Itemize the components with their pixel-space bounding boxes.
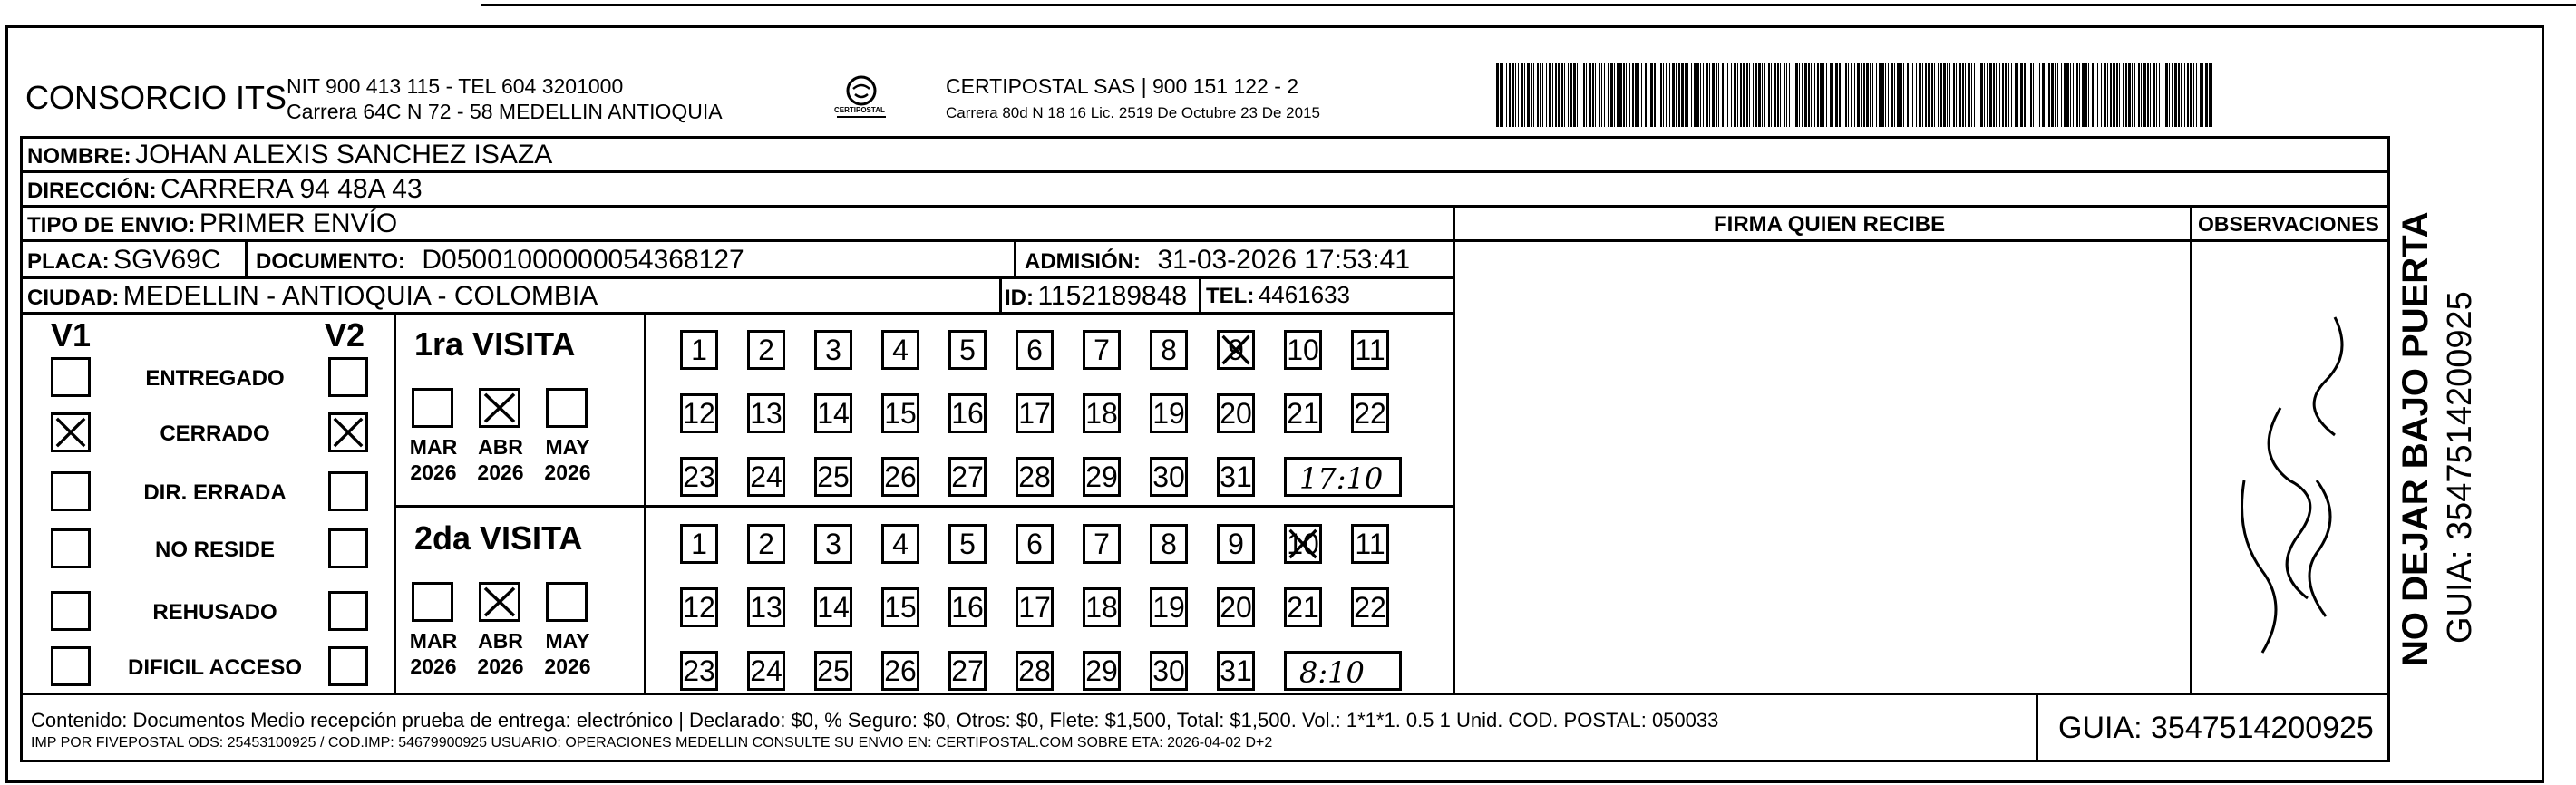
day-box[interactable]: [747, 393, 785, 433]
v1-checkbox[interactable]: [51, 412, 91, 452]
v2-checkbox[interactable]: [328, 528, 368, 568]
footer-guia: GUIA: 3547514200925: [2058, 711, 2374, 745]
signature-scribble: [2226, 299, 2362, 662]
day-number: 16: [951, 397, 984, 430]
handwritten-time: 17:10: [1299, 461, 1384, 496]
v1-checkbox[interactable]: [51, 646, 91, 686]
v2-checkbox[interactable]: [328, 646, 368, 686]
day-box[interactable]: [1150, 330, 1188, 370]
day-number: 29: [1085, 654, 1118, 687]
day-box[interactable]: [747, 651, 785, 691]
day-number: 17: [1018, 397, 1051, 430]
day-number: 9: [1228, 334, 1244, 366]
day-number: 13: [750, 397, 783, 430]
day-number: 24: [750, 654, 783, 687]
day-number: 18: [1085, 591, 1118, 624]
year-label: 2026: [544, 460, 591, 484]
day-box[interactable]: [881, 651, 919, 691]
handwritten-signature: [2226, 299, 2362, 662]
day-number: 5: [959, 334, 976, 366]
month-checkbox[interactable]: [412, 582, 453, 622]
day-number: 11: [1355, 334, 1385, 366]
day-box[interactable]: [814, 524, 852, 564]
day-number: 1: [691, 334, 707, 366]
day-number: 15: [884, 591, 917, 624]
imp-line: IMP POR FIVEPOSTAL ODS: 25453100925 / COD.IMP: 54679900925 USUARIO: OPERACIONES MEDELLIN CONSULTE SU ENVIO EN: CERTIPOSTAL.COM SOBRE ETA: 2026-04-02 D+2: [31, 735, 1273, 751]
nombre-label: NOMBRE:: [27, 144, 131, 169]
day-box[interactable]: [948, 393, 987, 433]
day-number: 13: [750, 591, 783, 624]
day-number: 30: [1152, 460, 1185, 493]
day-box[interactable]: [747, 457, 785, 497]
day-number: 15: [884, 397, 917, 430]
certipostal-logo-icon: [821, 73, 902, 127]
nombre-value: JOHAN ALEXIS SANCHEZ ISAZA: [135, 140, 553, 170]
rule: [20, 693, 2390, 695]
contenido-line: Contenido: Documentos Medio recepción prueba de entrega: electrónico | Declarado: $0, % Seguro: $0, Otros: $0, Flete: $1,500, Total: $1,500. Vol.: 1*1*1. 0.5 1 Unid. COD. POSTAL: 050033: [31, 709, 1719, 732]
day-number: 26: [884, 654, 917, 687]
rule: [1199, 276, 1201, 312]
day-box[interactable]: [1083, 330, 1121, 370]
day-number: 14: [817, 591, 850, 624]
day-number: 29: [1085, 460, 1118, 493]
month-checkbox[interactable]: [546, 582, 588, 622]
placa-row: [27, 247, 221, 274]
day-box[interactable]: [1351, 524, 1389, 564]
placa-label: PLACA:: [27, 249, 110, 274]
day-number: 2: [758, 334, 774, 366]
day-number: 4: [892, 334, 909, 366]
day-number: 27: [951, 654, 984, 687]
day-box[interactable]: [1150, 457, 1188, 497]
v1-checkbox[interactable]: [51, 471, 91, 511]
day-number: 26: [884, 460, 917, 493]
day-box[interactable]: [1083, 393, 1121, 433]
day-number: 4: [892, 528, 909, 560]
day-box[interactable]: [1351, 330, 1389, 370]
v2-checkbox[interactable]: [328, 412, 368, 452]
day-box[interactable]: [1351, 393, 1389, 433]
direccion-row: [27, 176, 423, 203]
day-box[interactable]: [814, 457, 852, 497]
day-number: 6: [1026, 528, 1043, 560]
ciudad-value: MEDELLIN - ANTIOQUIA - COLOMBIA: [122, 281, 598, 311]
time-box[interactable]: [1284, 651, 1402, 691]
day-box[interactable]: [1284, 330, 1322, 370]
day-number: 30: [1152, 654, 1185, 687]
day-box[interactable]: [1150, 393, 1188, 433]
day-number: 3: [825, 334, 841, 366]
day-box[interactable]: [747, 330, 785, 370]
logo-text: CERTIPOSTAL: [834, 106, 885, 114]
top-edge-line: [481, 4, 2576, 6]
day-number: 23: [683, 460, 715, 493]
day-number: 7: [1094, 528, 1110, 560]
rule: [2387, 136, 2390, 760]
day-number: 14: [817, 397, 850, 430]
month-label: ABR: [478, 629, 523, 653]
rule: [1453, 205, 1455, 693]
day-number: 1: [691, 528, 707, 560]
month-checkbox[interactable]: [479, 388, 520, 428]
placa-value: SGV69C: [113, 245, 221, 275]
day-number: 25: [817, 654, 850, 687]
day-box[interactable]: [881, 330, 919, 370]
rule: [396, 505, 1454, 508]
day-number: 24: [750, 460, 783, 493]
status-label: ENTREGADO: [145, 366, 285, 391]
day-number: 21: [1287, 591, 1319, 624]
id-row: [1005, 283, 1187, 310]
company-address: Carrera 64C N 72 - 58 MEDELLIN ANTIOQUIA: [287, 100, 723, 123]
day-box[interactable]: [747, 587, 785, 627]
day-box[interactable]: [814, 587, 852, 627]
visit-title: 1ra VISITA: [414, 325, 576, 363]
day-box[interactable]: [1150, 587, 1188, 627]
rule: [1014, 239, 1016, 276]
tel-label: TEL:: [1206, 284, 1255, 308]
day-box[interactable]: [1217, 587, 1255, 627]
documento-row: [256, 247, 744, 274]
day-box[interactable]: [814, 651, 852, 691]
day-number: 3: [825, 528, 841, 560]
day-box[interactable]: [948, 524, 987, 564]
tel-row: [1206, 283, 1350, 307]
day-number: 21: [1287, 397, 1319, 430]
documento-label: DOCUMENTO:: [256, 249, 405, 274]
day-box[interactable]: [1016, 651, 1054, 691]
v1-checkbox[interactable]: [51, 528, 91, 568]
v1-checkbox[interactable]: [51, 357, 91, 397]
day-number: 31: [1220, 654, 1252, 687]
day-number: 23: [683, 654, 715, 687]
tel-value: 4461633: [1258, 281, 1351, 308]
month-checkbox[interactable]: [412, 388, 453, 428]
day-number: 19: [1152, 397, 1185, 430]
tipo-label: TIPO DE ENVIO:: [27, 213, 196, 237]
day-box[interactable]: [814, 393, 852, 433]
rule: [245, 239, 248, 276]
rule: [644, 312, 646, 693]
nit-line: NIT 900 413 115 - TEL 604 3201000: [287, 74, 624, 98]
month-checkbox[interactable]: [546, 388, 588, 428]
day-box[interactable]: [680, 330, 718, 370]
firma-header: FIRMA QUIEN RECIBE: [1714, 212, 1946, 237]
rule: [20, 136, 23, 760]
day-box[interactable]: [1284, 393, 1322, 433]
status-label: REHUSADO: [152, 600, 277, 625]
tipo-value: PRIMER ENVÍO: [199, 208, 398, 238]
admision-label: ADMISIÓN:: [1025, 249, 1141, 274]
day-number: 8: [1161, 334, 1177, 366]
v2-checkbox[interactable]: [328, 591, 368, 631]
day-box[interactable]: [1150, 651, 1188, 691]
day-box[interactable]: [1016, 457, 1054, 497]
day-number: 2: [758, 528, 774, 560]
day-number: 11: [1355, 528, 1385, 560]
day-box[interactable]: [948, 330, 987, 370]
day-box[interactable]: [1083, 457, 1121, 497]
v1-checkbox[interactable]: [51, 591, 91, 631]
v2-checkbox[interactable]: [328, 471, 368, 511]
day-box[interactable]: [1217, 330, 1255, 370]
month-label: MAY: [545, 629, 590, 653]
day-box[interactable]: [881, 457, 919, 497]
day-box[interactable]: [1016, 393, 1054, 433]
month-checkbox[interactable]: [479, 582, 520, 622]
day-box[interactable]: [881, 524, 919, 564]
observaciones-header: OBSERVACIONES: [2198, 212, 2379, 236]
year-label: 2026: [544, 654, 591, 678]
year-label: 2026: [410, 460, 457, 484]
rule: [2036, 693, 2038, 760]
day-box[interactable]: [1016, 587, 1054, 627]
certipostal-logo: [821, 73, 902, 127]
nombre-row: [27, 141, 552, 169]
day-box[interactable]: [1083, 651, 1121, 691]
admision-row: [1025, 247, 1410, 274]
side-warning: NO DEJAR BAJO PUERTA: [2396, 211, 2435, 666]
day-number: 7: [1094, 334, 1110, 366]
day-box[interactable]: [1083, 587, 1121, 627]
direccion-label: DIRECCIÓN:: [27, 179, 157, 203]
day-box[interactable]: [680, 393, 718, 433]
day-number: 19: [1152, 591, 1185, 624]
ciudad-label: CIUDAD:: [27, 286, 120, 310]
status-label: DIFICIL ACCESO: [127, 655, 302, 680]
day-number: 25: [817, 460, 850, 493]
day-number: 9: [1228, 528, 1244, 560]
courier-line: CERTIPOSTAL SAS | 900 151 122 - 2: [946, 74, 1299, 98]
rule: [2190, 205, 2192, 693]
day-box[interactable]: [680, 587, 718, 627]
company-name: CONSORCIO ITS: [25, 79, 287, 116]
barcode-bar: [2211, 63, 2212, 127]
day-number: 6: [1026, 334, 1043, 366]
id-label: ID:: [1005, 286, 1034, 310]
year-label: 2026: [410, 654, 457, 678]
day-number: 16: [951, 591, 984, 624]
day-number: 8: [1161, 528, 1177, 560]
day-box[interactable]: [1217, 393, 1255, 433]
day-box[interactable]: [948, 587, 987, 627]
day-box[interactable]: [814, 330, 852, 370]
day-box[interactable]: [680, 651, 718, 691]
rule: [20, 170, 2390, 173]
day-number: 10: [1287, 334, 1319, 366]
visit-title: 2da VISITA: [414, 519, 583, 557]
day-number: 20: [1220, 591, 1252, 624]
day-number: 28: [1018, 654, 1051, 687]
side-guia: GUIA: 3547514200925: [2441, 291, 2479, 644]
day-box[interactable]: [1083, 524, 1121, 564]
day-box[interactable]: [948, 651, 987, 691]
day-box[interactable]: [948, 457, 987, 497]
day-number: 18: [1085, 397, 1118, 430]
day-box[interactable]: [680, 524, 718, 564]
day-box[interactable]: [881, 587, 919, 627]
handwritten-time: 8:10: [1299, 655, 1365, 690]
day-number: 28: [1018, 460, 1051, 493]
admision-value: 31-03-2026 17:53:41: [1157, 245, 1411, 275]
status-label: NO RESIDE: [154, 538, 276, 562]
barcode: [1496, 63, 2217, 127]
month-label: MAR: [409, 435, 458, 459]
day-number: 27: [951, 460, 984, 493]
courier-address: Carrera 80d N 18 16 Lic. 2519 De Octubre 23 De 2015: [946, 104, 1320, 121]
day-number: 12: [683, 397, 715, 430]
day-number: 10: [1287, 528, 1319, 560]
tipo-row: [27, 210, 397, 237]
rule: [999, 276, 1002, 312]
day-box[interactable]: [1284, 587, 1322, 627]
v2-header: V2: [325, 316, 365, 354]
documento-value: D05001000000054368127: [422, 245, 744, 275]
day-number: 22: [1354, 397, 1386, 430]
month-label: MAY: [545, 435, 590, 459]
v1-header: V1: [51, 316, 92, 354]
day-box[interactable]: [1150, 524, 1188, 564]
day-box[interactable]: [1016, 524, 1054, 564]
year-label: 2026: [477, 460, 524, 484]
day-box[interactable]: [1016, 330, 1054, 370]
day-number: 5: [959, 528, 976, 560]
day-box[interactable]: [1217, 524, 1255, 564]
day-box[interactable]: [747, 524, 785, 564]
rule: [20, 205, 2390, 208]
day-box[interactable]: [1284, 524, 1322, 564]
time-box[interactable]: [1284, 457, 1402, 497]
id-value: 1152189848: [1037, 281, 1188, 311]
day-box[interactable]: [680, 457, 718, 497]
day-number: 17: [1018, 591, 1051, 624]
v2-checkbox[interactable]: [328, 357, 368, 397]
month-label: ABR: [478, 435, 523, 459]
status-label: DIR. ERRADA: [143, 480, 287, 505]
day-number: 20: [1220, 397, 1252, 430]
month-label: MAR: [409, 629, 458, 653]
rule: [20, 239, 2390, 242]
rule: [20, 276, 1454, 279]
rule: [20, 760, 2390, 762]
day-number: 12: [683, 591, 715, 624]
day-number: 22: [1354, 591, 1386, 624]
rule: [20, 136, 2390, 139]
status-label: CERRADO: [160, 422, 270, 446]
year-label: 2026: [477, 654, 524, 678]
ciudad-row: [27, 283, 598, 310]
day-box[interactable]: [1351, 587, 1389, 627]
day-box[interactable]: [1217, 457, 1255, 497]
direccion-value: CARRERA 94 48A 43: [160, 174, 423, 204]
rule: [394, 312, 396, 693]
day-number: 31: [1220, 460, 1252, 493]
day-box[interactable]: [1217, 651, 1255, 691]
rule: [20, 312, 1454, 315]
day-box[interactable]: [881, 393, 919, 433]
